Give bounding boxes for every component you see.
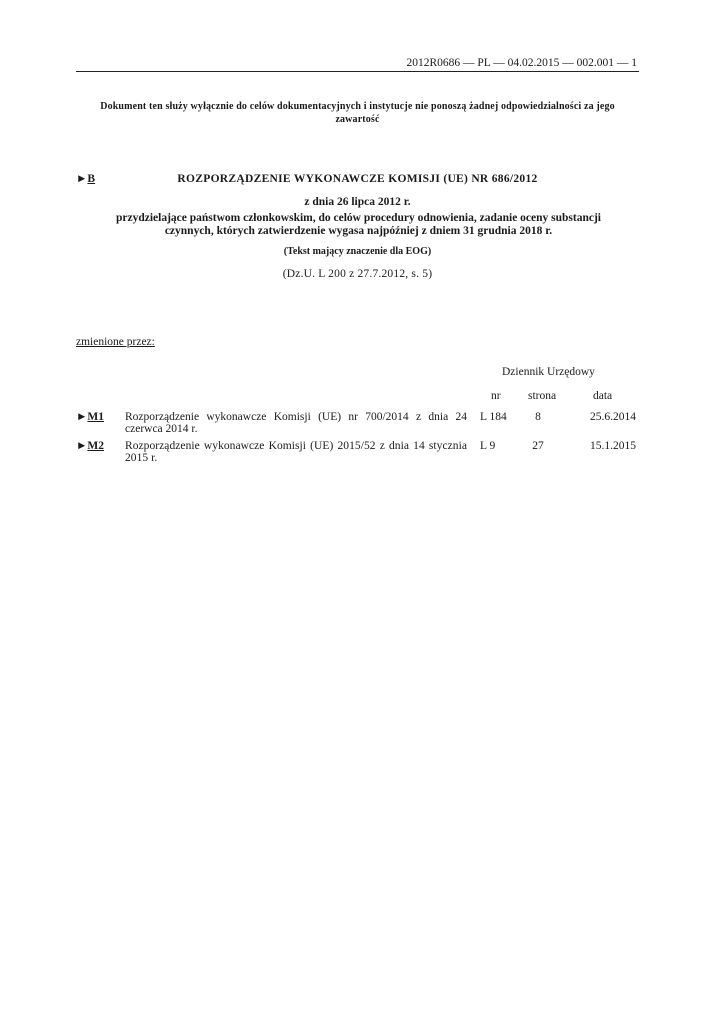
column-header-page: strona	[528, 390, 557, 402]
column-header-date: data	[593, 390, 613, 402]
marker-arrow-icon: ►	[76, 411, 88, 423]
amendment-description: Rozporządzenie wykonawcze Komisji (UE) nr 700/2014 z dnia 24 czerwca 2014 r.	[125, 411, 467, 435]
eea-relevance-note: (Tekst mający znaczenie dla EOG)	[283, 246, 432, 257]
regulation-date: z dnia 26 lipca 2012 r.	[304, 196, 411, 208]
amendment-code[interactable]: M2	[87, 440, 104, 452]
header-divider	[76, 71, 639, 72]
amendment-journal-page: 8	[535, 411, 541, 423]
amendment-code[interactable]: M1	[87, 411, 104, 423]
disclaimer-text: Dokument ten służy wyłącznie do celów dokumentacyjnych i instytucje nie ponoszą żadnej odpowiedzialności za jego zawartość	[100, 101, 615, 125]
amendment-marker-m1[interactable]	[76, 411, 104, 423]
marker-arrow-icon: ►	[76, 440, 88, 452]
document-reference: 2012R0686 — PL — 04.02.2015 — 002.001 — 1	[406, 57, 637, 69]
amendment-journal-nr: L 9	[480, 440, 496, 452]
regulation-subtitle: przydzielające państwom członkowskim, do celów procedury odnowienia, zadanie oceny substancji czynnych, których zatwierdzenie wygasa najpóźniej z dniem 31 grudnia 2018 r.	[115, 212, 602, 237]
amendment-description: Rozporządzenie wykonawcze Komisji (UE) 2015/52 z dnia 14 stycznia 2015 r.	[125, 440, 467, 464]
official-journal-reference: (Dz.U. L 200 z 27.7.2012, s. 5)	[282, 268, 433, 280]
amendment-marker-m2[interactable]	[76, 440, 104, 452]
amended-by-heading: zmienione przez:	[76, 336, 155, 348]
column-header-nr: nr	[491, 390, 501, 402]
basic-act-marker-code[interactable]: B	[87, 173, 96, 185]
official-journal-column-group: Dziennik Urzędowy	[502, 366, 595, 378]
regulation-title: ROZPORZĄDZENIE WYKONAWCZE KOMISJI (UE) NR 686/2012	[177, 173, 538, 185]
amendment-journal-date: 15.1.2015	[590, 440, 636, 452]
amendment-journal-date: 25.6.2014	[590, 411, 636, 423]
basic-act-marker[interactable]	[76, 173, 95, 185]
amendment-journal-nr: L 184	[480, 411, 507, 423]
marker-arrow-icon: ►	[76, 173, 88, 185]
amendment-journal-page: 27	[532, 440, 544, 452]
